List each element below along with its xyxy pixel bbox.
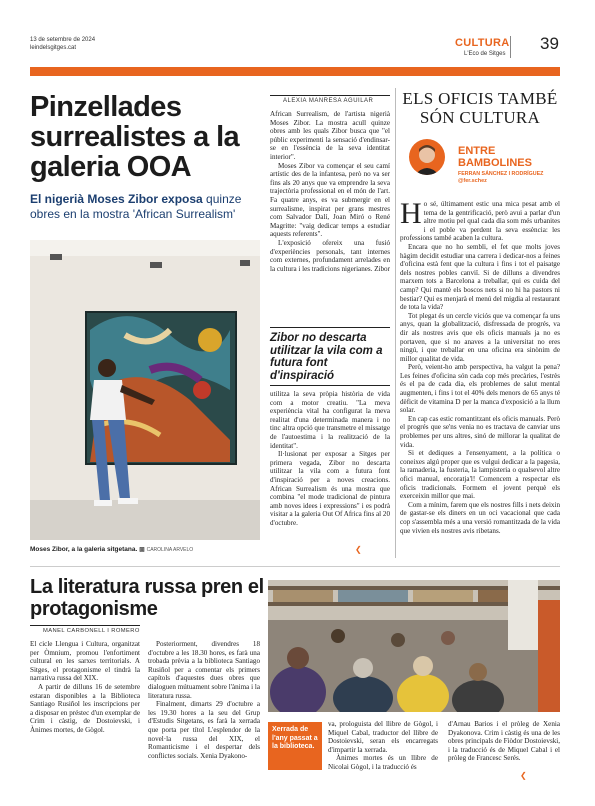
paragraph: utilitza la seva pròpia història de vida com a motor creatiu. "La meva experiència vital ha configurat la meva realitat d'una determinada manera i no tinc altra opció que transmetre el missatge de l'autoestima i la realització de la identitat".: [270, 390, 390, 450]
columnist-name: FERRAN SÁNCHEZ I RODRÍGUEZ: [458, 171, 544, 177]
subtitle-rest: quinze obres en la mostra 'African Surrealism': [30, 192, 242, 221]
paragraph: En cap cas estic romantitzant els oficis manuals. Però el progrés que se'ns venia no es tractava de canviar uns problemes per uns altres, sinó de millorar la qualitat de vida.: [400, 414, 560, 449]
photo-credit: CAROLINA ARVELO: [146, 547, 194, 553]
header-divider: [510, 36, 511, 58]
article3-body-1: [30, 640, 140, 735]
columnist-handle: @fer.schez: [458, 178, 487, 184]
avatar-illustration: [409, 139, 445, 175]
paragraph: A partir de dilluns 16 de setembre estaran disponibles a la Biblioteca Santiago Rusiñol les inscripcions per a disposar en préstec d'un exemplar de Crim i càstig, de Dostoievski, i Ànimes mortes, de Gògol.: [30, 682, 140, 734]
first-paragraph: [400, 197, 560, 243]
paragraph: Moses Zibor va començar el seu camí artístic des de la infantesa, però no va ser fins als 20 anys que va emprendre la seva trajectòria professional en el món de l'art. Fa quatre anys, es va submergir en el surrealisme, inspirat per grans mestres com Salvador Dalí, Joan Miró o René Magritte: "vaig dedicar temps a estudiar aquests referents".: [270, 161, 390, 239]
spotlight-icon: [50, 254, 62, 260]
paragraph: Com a mínim, farem que els nostres fills i nets deixin de gastar-se els diners en un oci vacacional que cada cop s'assembla més a una versió romantitzada de la vida que vivien els nostres avis ribetans.: [400, 500, 560, 535]
page-number: 39: [540, 34, 559, 53]
spotlight-icon: [150, 262, 162, 268]
article3-end-mark: ❮: [520, 771, 527, 780]
article3-body-2: [148, 640, 260, 760]
article2-body: [400, 197, 560, 535]
spotlight-icon: [240, 260, 250, 266]
article3-body-4: [448, 720, 560, 763]
paragraph: Posteriorment, divendres 18 d'octubre a les 18.30 hores, es farà una trobada prèvia a la biblioteca Santiago Rusiñol per a comentar els primers capítols d'aquestes dues obres que dialoguen mútuament sobre l'ànima i la literatura russa.: [148, 640, 260, 700]
subtitle-bold: El nigerià Moses Zibor exposa: [30, 192, 203, 206]
header-site[interactable]: leindelsgitges.cat: [30, 45, 77, 51]
article2-kicker: ELS OFICIS TAMBÉ SÓN CULTURA: [402, 89, 558, 127]
column-name-line1: ENTRE: [458, 145, 496, 157]
orange-band: [30, 67, 560, 76]
caption-text: Moses Zibor, a la galeria sitgetana.: [30, 546, 138, 553]
pullquote-rule-bottom: [270, 385, 390, 386]
gallery-photo-illustration: [30, 240, 260, 540]
dropcap: H: [400, 197, 422, 230]
header-date: 13 de setembre de 2024: [30, 37, 96, 43]
paragraph: Tot plegat és un cercle viciós que va començar fa uns anys, quan la globalització, disfressada de progrés, va dir als nostres avis que els oficis manuals ja no es portaven, que si no anaves a la universitat no eres ningú, i que treballar en una oficina era sinònim de millor qualitat de vida.: [400, 311, 560, 363]
article1-end-mark: ❮: [355, 545, 362, 554]
publication-name: L'Eco de Sitges: [464, 51, 506, 57]
paragraph: Encara que no ho sembli, el fet que molts joves hàgim decidit estudiar una carrera i dedicar-nos a feines d'oficina està fent que la cultura i fins i tot el paisatge dels nostres pobles canviï. Si de dilluns a divendres marxem tots a Barcelona a treballar, qui es cuida del camp? Qui mantè els boscos nets si no hi ha pastors ni bestiar? Qui es menjarà el menú del migdia al restaurant de tota la vida?: [400, 242, 560, 312]
pullquote-rule-top: [270, 327, 390, 328]
paragraph-text: o sé, últimament estic una mica pesat amb el tema de la gentrificació, però avui a parlar d'un altre motiu pel qual cada dia som més urbanites i el poble va perdent la seva essència: les professions també acaben la cultura.: [400, 200, 560, 243]
article1-title: Pinzellades surrealistes a la galeria OOA: [30, 91, 240, 183]
paragraph: Però, veient-ho amb perspectiva, ha valgut la pena? Les feines d'oficina són cada cop més precàries, l'estrès és el pa de cada dia, els problemes de salut mental augmenten, i fins i tot el 40% dels menors de 65 anys té dèficit de vitamina D per la manca d'exposició a la llum solar.: [400, 363, 560, 415]
column-name: [458, 145, 532, 169]
paragraph: Ànimes mortes és un llibre de Nicolai Gògol, i la traducció és: [328, 754, 438, 771]
article3-author: MANEL CARBONELL I ROMERO: [43, 628, 140, 634]
photo2-caption-box: [268, 722, 322, 770]
article1-author-rule: [270, 95, 390, 96]
paragraph: L'exposició ofereix una fusió d'experiències personals, tant internes com externes, profundament arrelades en la cultura i les tradicions nigerianes. Zibor: [270, 238, 390, 273]
article1-subtitle: [30, 192, 265, 221]
paragraph: d'Arnau Barios i el pròleg de Xenia Dyakonova. Crim i càstig és una de les obres principals de Fiòdor Dostoievski, i la traducció és de Miquel Cabal i el pròleg de Francesc Serés.: [448, 720, 560, 763]
article3-title: La literatura russa pren el protagonisme: [30, 576, 264, 620]
article1-body-2: [270, 390, 390, 528]
photo1-caption: [30, 546, 265, 553]
column-separator: [395, 88, 396, 558]
article3-author-rule: [30, 625, 140, 626]
article3-body-3: [328, 720, 438, 772]
camera-icon: ▩: [139, 547, 145, 553]
article1-pullquote: Zibor no descarta utilitzar la vila com a futura font d'inspiració: [270, 332, 383, 382]
library-photo-illustration: [268, 580, 560, 712]
section-label: CULTURA: [455, 37, 510, 49]
columnist-avatar: [409, 139, 445, 175]
story-divider: [30, 566, 560, 567]
paragraph: va, prologuista del llibre de Gògol, i Miquel Cabal, traductor del llibre de Dostoievski, seran els encarregats d'impartir la xerrada.: [328, 720, 438, 754]
article3-photo: [268, 580, 560, 712]
article1-author: ALEXIA MANRESA AGUILAR: [283, 98, 374, 104]
paragraph: Si et dediques a l'ensenyament, a la política o coneixes algú proper que es vulgui dedicar a la pagesia, la ramaderia, la fusteria, la lampisteria o qualsevol altre ofici manual, encoratja'l! Comencem a respectar els oficis tradicionals. Formem el jovent perquè els exerceixin millor que mai.: [400, 449, 560, 501]
article1-body-1: [270, 110, 390, 273]
article1-photo: [30, 240, 260, 540]
paragraph: African Surrealism, de l'artista nigerià Moses Zibor. La mostra acull quinze obres amb les quals Zibor busca que "el públic experimenti la sensació d'endinsar-se en l'essència de la seva identitat interior".: [270, 110, 390, 161]
paragraph: El cicle Llengua i Cultura, organitzat per Òmnium, promou l'enfortiment cultural en les sarxes territorials. A Sitges, el protagonisme el tindrà la narrativa russa del XIX.: [30, 640, 140, 683]
paragraph: Il·lusionat per exposar a Sitges per primera vegada, Zibor no descarta utilitzar la vila com a futura font d'inspiració per a noves creacions. African Surrealism és una mostra que combina "el mode tradicional de pintura amb noves idees i expressions" i es podrà visitar a la galeria Out Of Africa fins al 20 d'octubre.: [270, 450, 390, 527]
column-name-line2: BAMBOLINES: [458, 157, 532, 169]
paragraph: Finalment, dimarts 29 d'octubre a les 19.30 hores a la seu del Grup d'Estudis Sitgetans, es farà la xerrada que porta per títol L'esplendor de la novel·la russa del XIX, el Romanticisme i el despertar dels conflictes socials. Xenia Dyakono-: [148, 700, 260, 760]
photo2-caption: Xerrada de l'any passat a la biblioteca.: [272, 726, 318, 750]
